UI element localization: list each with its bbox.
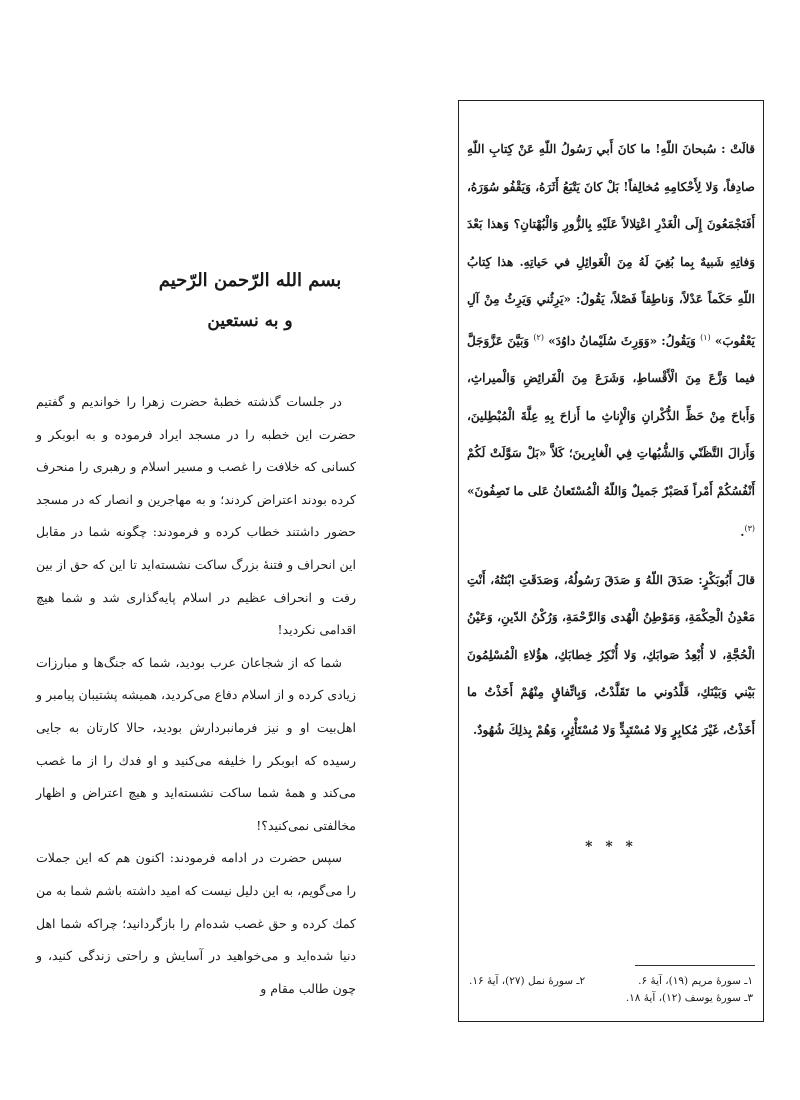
page-heading	[150, 268, 350, 334]
footnote-3: ٣ـ سورهٔ يوسف (١٢)، آيهٔ ١٨.	[625, 992, 753, 1004]
basmala-heading: بسم الله الرّحمن الرّحيم	[158, 270, 342, 291]
section-separator: * * *	[585, 839, 637, 855]
paragraph: شما كه از شجاعان عرب بوديد، شما كه جنگ‌ها و مبارزات زيادى كرده و از اسلام دفاع مى‌كرديد، هميشه پشتيبان پيامبر و اهل‌بيت او و نيز فرمانبردارش بوديد، حالا كارتان به جايى رسيده كه ابوبكر را خليفه مى‌كنيد و او فدك را از ما غصب مى‌كند و همهٔ شما ساكت نشسته‌ايد و هيچ اعتراض و اظهار مخالفتى نمى‌كنيد؟!	[36, 654, 356, 833]
footnotes	[469, 973, 753, 1007]
footnote-1: ١ـ سورهٔ مريم (١٩)، آيهٔ ۶.	[638, 975, 753, 987]
right-page-frame	[458, 100, 764, 1022]
arabic-sermon-text	[467, 131, 755, 749]
footnote-marker: (١)	[700, 332, 711, 342]
footnote-marker: (٣)	[744, 524, 755, 533]
footnote-2: ٢ـ سورهٔ نمل (٢٧)، آيهٔ ١۶.	[469, 975, 586, 987]
footnote-marker: (٢)	[533, 332, 544, 342]
subheading: و به نستعين	[207, 311, 293, 331]
paragraph: در جلسات گذشته خطبهٔ حضرت زهرا را خوانديم و گفتيم حضرت اين خطبه را در مسجد ايراد فرموده و به ابوبكر و كسانى كه خلافت را غصب و مسير اسلام و رهبرى را منحرف كرده بودند اعتراض كردند؛ و به مهاجرين و انصار كه در مسجد حضور داشتند خطاب كرده و فرمودند: چگونه شما در مقابل اين انحراف و فتنهٔ بزرگ ساكت نشسته‌ايد تا اين كه حق از بين رفت و انحراف عظيم در اسلام پايه‌گذارى شد و شما هيچ اقدامى نكرديد!	[36, 394, 356, 638]
paragraph: سپس حضرت در ادامه فرمودند: اكنون هم كه اين جملات را مى‌گويم، به اين دليل نيست كه اميد داشته باشم شما به من كمك كرده و حق غصب شده‌ام را بازگردانيد؛ چراكه شما اهل دنيا شده‌ايد و مى‌خواهيد در آسايش و راحتى زندگى كنيد، و چون طالب مقام و	[36, 850, 356, 996]
persian-body-text	[36, 386, 356, 1005]
response-paragraph: قالَ أَبُوبَكْرٍ: صَدَقَ اللّهُ وَ صَدَقَ رَسُولُهُ، وَصَدَقَتِ ابْنَتُهُ، أَنْتِ مَعْدِنُ الْحِكْمَةِ، وَمَوْطِنُ الْهُدى وَالرَّحْمَةِ، وَرُكْنُ الدّينِ، وَعَيْنُ الْحُجَّةِ، لا أُبْعِدُ صَوابَكِ، وَلا أُنْكِرُ خِطابَكِ، هؤُلاءِ الْمُسْلِمُونَ بَيْني وَبَيْنَكِ، قَلَّدُوني ما تَقَلَّدْتُ، وَبِاتِّفاقٍ مِنْهُمْ أَخَذْتُ ما أَخَذْتُ، غَيْرَ مُكابِرٍ وَلا مُسْتَبِدٍّ وَلا مُسْتَأْثِرٍ، وَهُمْ بِذلِكَ شُهُودٌ.	[467, 572, 755, 737]
footnote-divider	[635, 965, 755, 966]
sermon-paragraph: قالَتْ : سُبحانَ اللّهِ! ما كانَ أَبي رَسُولُ اللّهِ عَنْ كِتابِ اللّهِ صادِفاً، وَلا لِأَحْكامِهِ مُخالِفاً! بَلْ كانَ يَتْبَعُ أَثَرَهُ، وَيَقْفُو سُوَرَهُ، أَفَتَجْمَعُونَ إِلَى الْغَدْرِ اعْتِلالاً عَلَيْهِ بِالزُّورِ وَالْبُهْتانِ؟ وَهذا بَعْدَ وَفاتِهِ شَبيهٌ بِما بُغِيَ لَهُ مِنَ الْغَوائِلِ في حَياتِهِ. هذا كِتابُ اللّهِ حَكَماً عَدْلاً، وَناطِقاً فَصْلاً، يَقُولُ: «يَرِثُني وَيَرِثُ مِنْ آلِ يَعْقُوبَ» $^{(١)}$ وَيَقُولُ: «وَوَرِثَ سُلَيْمانُ داوُدَ» $^{(٢)}$ وَبَيَّنَ عَزَّوَجَلَّ فيما وَزَّعَ مِنَ الْأَقْساطِ، وَشَرَعَ مِنَ الْفَرائِضِ وَالْميراثِ، وَأَباحَ مِنْ حَظِّ الذُّكْرانِ وَالْإِناثِ ما أَزاحَ بِهِ عِلَّةَ الْمُبْطِلينَ، وَأَزالَ التَّظَنّي وَالشُّبُهاتِ فِي الْغابِرينَ؛ كَلاَّ «بَلْ سَوَّلَتْ لَكُمْ أَنْفُسُكُمْ أَمْراً فَصَبْرٌ جَميلٌ وَاللّهُ الْمُسْتَعانُ عَلى ما تَصِفُونَ» $^{(٣)}$.	[467, 142, 756, 539]
